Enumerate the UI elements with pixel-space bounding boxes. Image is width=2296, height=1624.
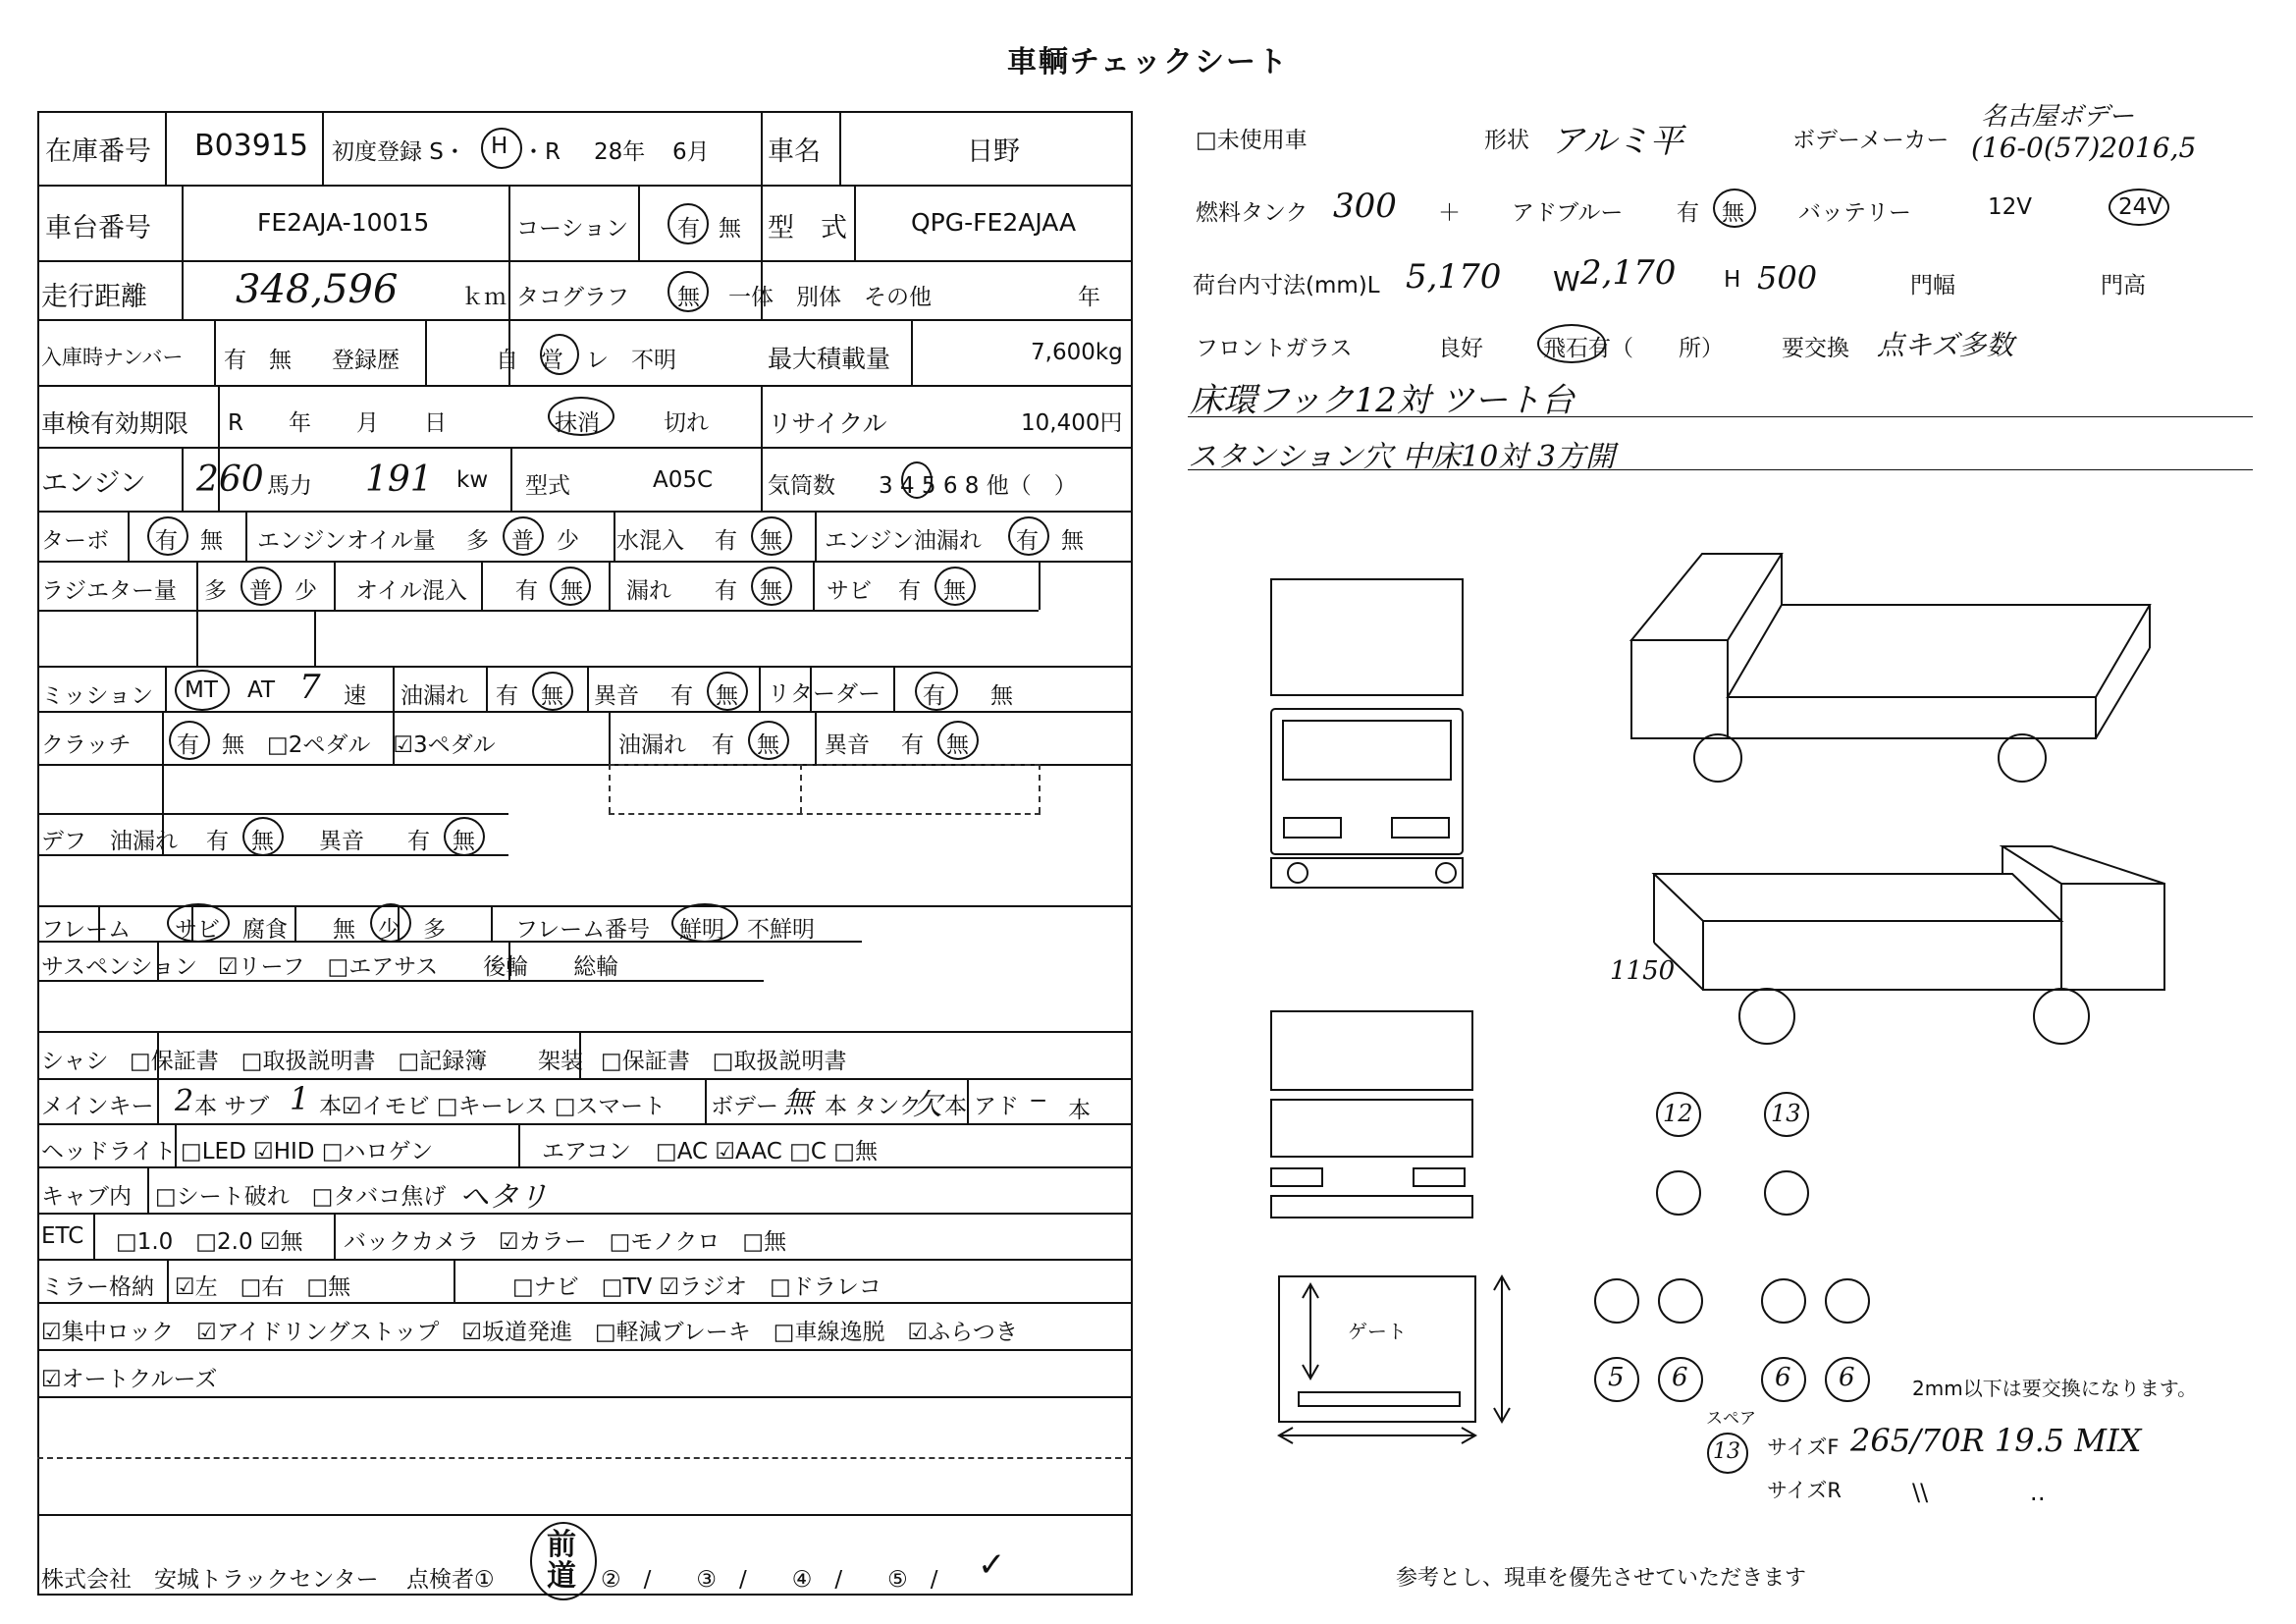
dim-height: 500 [1757,259,1818,297]
mileage-unit: ｋｍ [461,285,507,310]
leak-options: 有 無 [715,578,782,604]
maker-value: 名古屋ボデー [1981,102,2135,132]
tacho-options: 一体 別体 その他 [728,285,932,310]
max-load-label: 最大積載量 [768,345,891,373]
cab-label: キャブ内 [41,1184,132,1210]
clutch-options: 有 無 □2ペダル ☑3ペダル [177,732,496,758]
turbo-label: ターボ [41,528,109,554]
speed-unit: 速 [344,683,366,709]
diff-leak-label: 油漏れ [110,829,178,854]
tank-value: 欠 [913,1088,942,1122]
tank-unit: 本 [944,1094,967,1119]
gate-box [1279,1276,1475,1422]
sheet-title: 車輌チェックシート [1006,45,1290,80]
body-label: ボデー [711,1094,778,1119]
front-windshield [1283,721,1451,780]
side1-wheel [1999,734,2046,782]
key-label: メインキー [41,1094,154,1119]
oil-qty-label: エンジンオイル量 [257,528,436,554]
retarder-label: リターダー [768,681,881,707]
mileage-value: 348,596 [236,267,399,312]
ac-options: □AC ☑AAC □C □無 [656,1139,878,1164]
size-f-value: 265/70R 19.5 MIX [1850,1422,2142,1459]
fuel-label: 燃料タンク [1196,200,1308,226]
car-name-label: 車名 [768,136,821,167]
era-r: ・R [522,139,561,165]
plus-sign: ＋ [1438,200,1461,226]
inspect-status: 抹消 [555,410,600,436]
shape-value: アルミ平 [1551,122,1683,161]
rad-options: 多 普 少 [204,578,317,604]
key-count: 2 [175,1084,194,1118]
battery-24v: 24V [2118,194,2163,220]
tire-bottom-1: 5 [1608,1363,1625,1392]
rust-label: サビ [827,578,872,604]
gate-label: ゲート [1348,1320,1407,1343]
key-options: 本☑イモビ □キーレス □スマート [319,1094,667,1119]
side1-bed-edge [2096,648,2150,738]
coating-no: 無 [719,216,741,242]
recycle-label: リサイクル [768,409,887,438]
reg-month: 6月 [672,139,710,165]
side1-bed [1728,697,2096,738]
speed-value: 7 [299,668,321,707]
side2-cab-top [2002,846,2164,884]
shape-label: 形状 [1484,128,1529,153]
cl-leak-label: 油漏れ [618,732,686,758]
leak-label: 漏れ [626,578,671,604]
maker-label: ボデーメーカー [1792,128,1949,153]
adblue-label: アドブルー [1512,200,1624,226]
inspect-date: R 年 月 日 [228,410,447,436]
dim-height-label: H [1724,267,1741,293]
camera-options: ☑カラー □モノクロ □無 [499,1229,787,1255]
shashi-options: □保証書 □取扱説明書 □記録簿 [130,1049,488,1074]
tire-top-right: 13 [1771,1100,1801,1127]
dim-label: 荷台内寸法(mm)L [1193,273,1380,298]
tire-bottom-3: 6 [1775,1363,1791,1392]
tire-circle [1659,1279,1702,1323]
model-label: 型 式 [768,213,847,244]
check-mark-icon: ✓ [978,1545,1006,1585]
nav-options: □ナビ □TV ☑ラジオ □ドラレコ [512,1274,881,1300]
kasou-options: □保証書 □取扱説明書 [601,1049,847,1074]
footer-note: 参考とし、現車を優先させていただきます [1396,1566,1807,1591]
front-bumper-bolt [1288,863,1308,883]
eng-leak-options: 有 無 [1016,528,1084,554]
eng-leak-label: エンジン油漏れ [825,528,982,554]
glass-label: フロントガラス [1196,336,1353,361]
susp-options: ☑リーフ □エアサス 後輪 総輪 [218,954,619,980]
cruise-row: ☑オートクルーズ [41,1367,218,1392]
tire-bottom-2: 6 [1672,1363,1688,1392]
etc-label: ETC [41,1223,84,1249]
chassis-value: FE2AJA-10015 [257,208,430,237]
battery-label: バッテリー [1798,200,1911,226]
stock-label: 在庫番号 [45,136,151,167]
frame-label: フレーム [41,917,132,943]
unused-checkbox: □未使用車 [1196,128,1308,153]
inspect-expired: 切れ [664,410,709,436]
side1-wheel [1694,734,1741,782]
note-line-2: スタンション穴 中床10対 3方開 [1188,440,1615,474]
clutch-label: クラッチ [41,732,132,758]
tire-circle [1762,1279,1805,1323]
note-line-1: 床環フック12対 ツート台 [1190,381,1575,420]
rear-light-left [1271,1168,1322,1186]
front-headlight-left [1284,818,1341,838]
ad-unit: 本 [1068,1098,1091,1123]
era-h: H [491,134,508,159]
plate-options: 有 無 [224,348,292,373]
gate-height-label: 門高 [2101,273,2146,298]
engine-label: エンジン [41,468,146,499]
headlight-label: ヘッドライト [41,1139,177,1164]
ad-value: − [1029,1088,1048,1113]
mirror-label: ミラー格納 [41,1274,154,1300]
mis-leak-options: 有 無 [496,683,563,709]
tire-circle [1765,1171,1808,1215]
mission-label: ミッション [41,683,154,709]
side1-cab-top [1631,554,1782,640]
susp-label: サスペンション [41,954,198,980]
spare-label: スペア [1706,1409,1756,1429]
diff-noise-label: 異音 [319,829,364,854]
coating-yes: 有 [677,216,700,242]
headlight-options: □LED ☑HID □ハロゲン [181,1139,434,1164]
tire-note: 2mm以下は要交換になります。 [1912,1377,2198,1400]
chassis-label: 車台番号 [45,213,151,244]
max-load-value: 7,600kg [1031,340,1123,365]
glass-replace: 要交換 [1782,336,1849,361]
lock-row: ☑集中ロック ☑アイドリングストップ ☑坂道発進 □軽減ブレーキ □車線逸脱 ☑ふらつき [41,1320,1018,1345]
car-name-value: 日野 [967,136,1020,167]
cl-leak-options: 有 無 [712,732,779,758]
oil-mix-options: 有 無 [515,578,583,604]
coating-label: コーション [516,216,629,242]
tire-circle [1595,1279,1638,1323]
height-value: 1150 [1610,956,1676,986]
size-f-label: サイズF [1767,1435,1840,1459]
size-r-value: \\ ‥ [1912,1479,2046,1506]
kasou-label: 架装 [538,1049,583,1074]
hp-value: 260 [196,460,264,500]
tire-top-left: 12 [1663,1100,1693,1127]
glass-good: 良好 [1438,336,1483,361]
oil-mix-label: オイル混入 [355,578,467,604]
turbo-options: 有 無 [155,528,223,554]
reg-hist-label: 登録歴 [332,348,400,373]
key-sub-count: 1 [290,1080,310,1117]
rear-bed [1271,1100,1472,1157]
rust-options: 有 無 [898,578,966,604]
cab-note: ヘタリ [459,1180,548,1215]
rear-light-right [1414,1168,1465,1186]
cl-noise-label: 異音 [825,732,870,758]
reg-year: 28年 [594,139,646,165]
kw-unit: kw [456,467,489,493]
mis-noise-options: 有 無 [670,683,738,709]
mirror-options: ☑左 □右 □無 [175,1274,351,1300]
cyl-label: 気筒数 [768,473,835,499]
rear-cab-top [1271,1011,1472,1090]
battery-12v: 12V [1988,194,2033,220]
size-r-label: サイズR [1767,1479,1842,1502]
checker-name: 前道 [547,1528,576,1594]
first-reg-label: 初度登録 S・ [332,139,466,165]
rear-bumper [1271,1196,1472,1218]
dim-width-label: W [1553,265,1580,298]
cyl-options: 3 4 5 6 8 他（ ） [879,473,1077,499]
checker-rest: ② / ③ / ④ / ⑤ / [601,1567,938,1593]
ad-label: アド [974,1094,1019,1119]
tire-circle [1657,1171,1700,1215]
cab-options: □シート破れ □タバコ焦げ [155,1184,447,1210]
at-option: AT [247,677,275,703]
side2-wheel [2034,989,2089,1044]
side2-bed-top [1654,874,2061,921]
adblue-options: 有 無 [1677,200,1744,226]
spare-value: 13 [1713,1439,1740,1464]
etc-options: □1.0 □2.0 ☑無 [116,1229,303,1255]
key-sub-label: 本 サブ [194,1094,270,1119]
diff-noise-options: 有 無 [407,829,475,854]
stock-value: B03915 [194,129,309,163]
ac-label: エアコン [542,1139,631,1164]
oil-qty-options: 多 普 少 [466,528,579,554]
front-bumper-bolt [1436,863,1456,883]
hp-unit: 馬力 [267,473,312,499]
recycle-value: 10,400円 [1021,410,1123,436]
dim-width: 2,170 [1580,253,1677,293]
body-key-unit: 本 タンク [825,1094,922,1119]
tacho-label: タコグラフ [516,285,629,310]
dim-length: 5,170 [1406,257,1502,297]
glass-note: 点キズ多数 [1877,329,2014,361]
diff-label: デフ [41,829,86,854]
frame-no-label: フレーム番号 [515,917,651,943]
tire-circle [1826,1279,1869,1323]
front-cab [1271,709,1463,854]
side1-bed-top [1728,605,2150,697]
mis-leak-label: 油漏れ [400,683,468,709]
mileage-label: 走行距離 [41,282,147,312]
engine-model-label: 型式 [525,473,570,499]
water-options: 有 無 [715,528,782,554]
mis-noise-label: 異音 [594,683,639,709]
engine-model-value: A05C [653,467,714,493]
side2-cab [2061,884,2164,990]
maker-date: (16-0(57)2016,5 [1971,132,2197,164]
retarder-options: 有 無 [923,683,1013,709]
kw-value: 191 [365,460,433,500]
side2-bed [1703,921,2061,990]
water-label: 水混入 [616,528,684,554]
inspect-label: 車検有効期限 [41,409,189,438]
tire-bottom-4: 6 [1839,1363,1855,1392]
mt-option: MT [185,677,218,703]
side2-wheel [1739,989,1794,1044]
tacho-none: 無 [677,285,700,310]
model-value: QPG-FE2AJAA [911,208,1077,237]
front-cab-top [1271,579,1463,695]
checker-label: 点検者① [406,1567,495,1593]
plate-label: 入庫時ナンバー [41,346,184,369]
rad-label: ラジエター量 [41,578,177,604]
fuel-value: 300 [1333,187,1397,226]
front-headlight-right [1392,818,1449,838]
gate-width-label: 門幅 [1910,273,1955,298]
diff-leak-options: 有 無 [206,829,274,854]
gate-bar [1299,1392,1460,1406]
frame-options: サビ 腐食 無 少 多 [175,917,446,943]
company-name: 株式会社 安城トラックセンター [41,1567,379,1593]
shashi-label: シャシ [41,1049,109,1074]
camera-label: バックカメラ [344,1229,479,1255]
tacho-year: 年 [1078,285,1100,310]
frame-no-options: 鮮明 不鮮明 [679,917,815,943]
glass-chip: 飛石有（ 所） [1543,336,1724,361]
body-value: 無 [783,1086,813,1120]
reg-hist-options: 自 営 レ 不明 [496,348,676,373]
side1-cab [1631,640,1728,738]
cl-noise-options: 有 無 [901,732,969,758]
